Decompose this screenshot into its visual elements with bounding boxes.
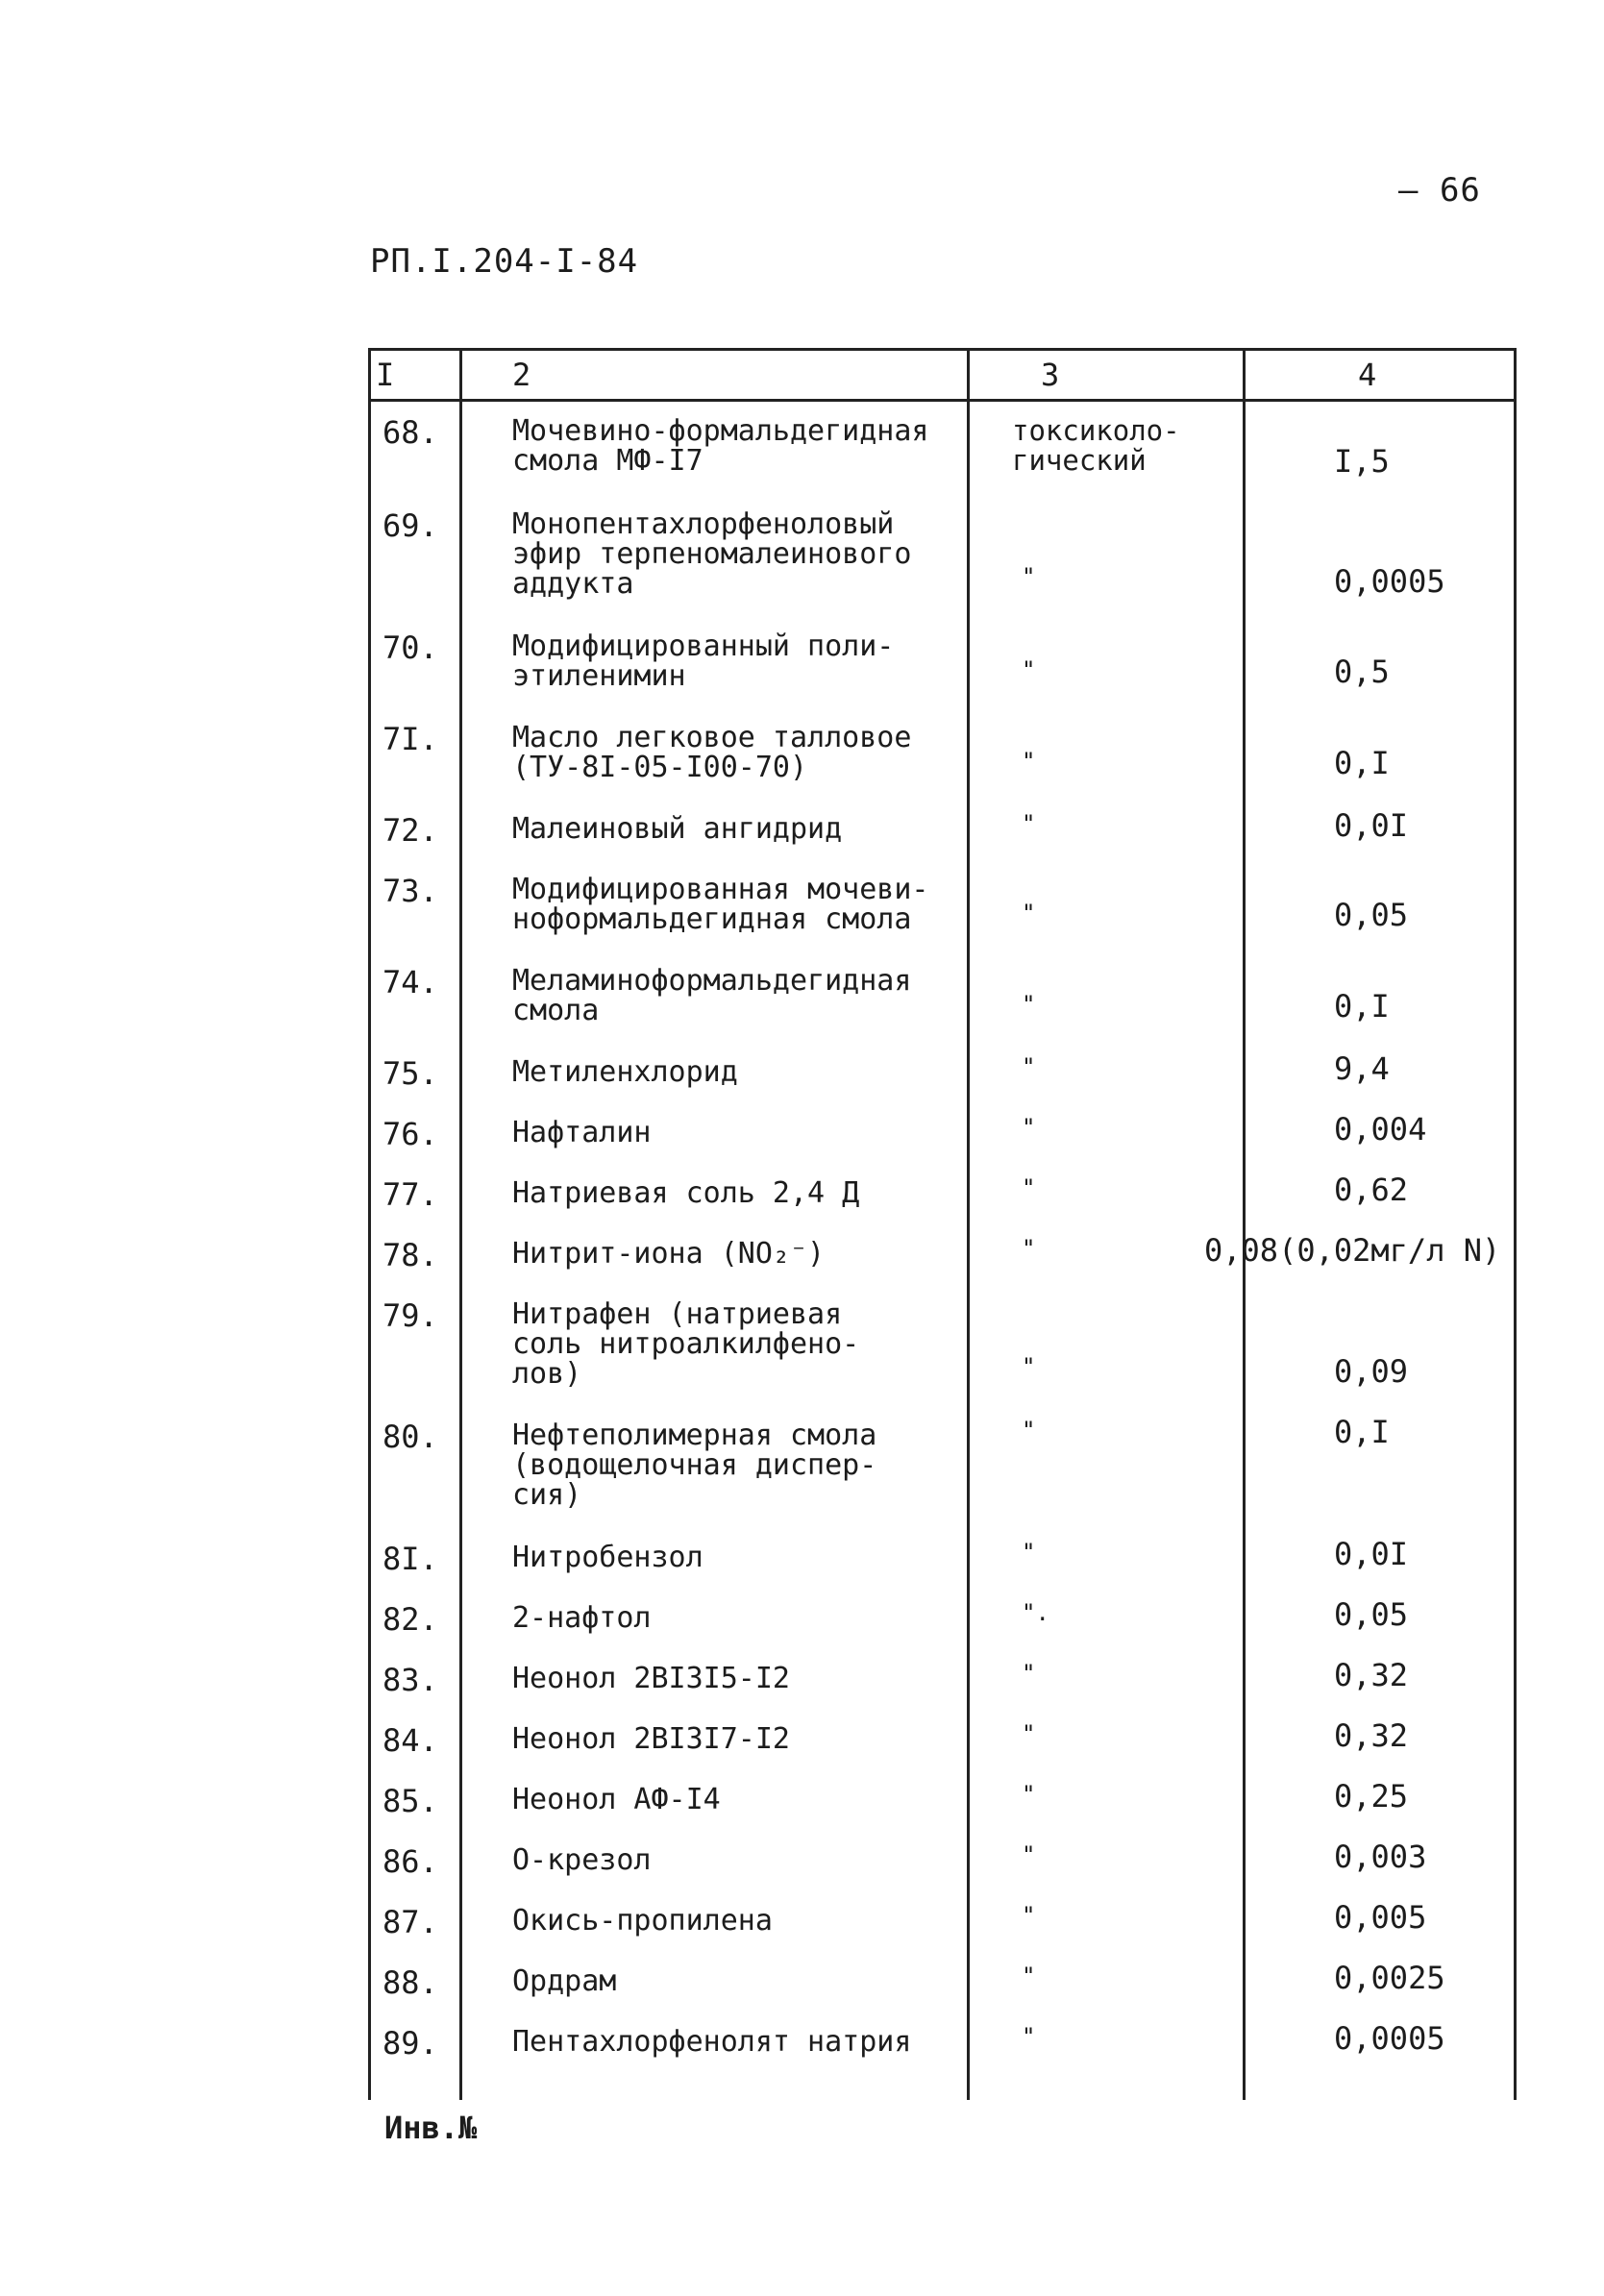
table-border-right: [1514, 351, 1517, 2100]
row-number: 80.: [382, 1419, 438, 1455]
value: 0,32: [1334, 1657, 1409, 1693]
substance-name: Окись-пропилена: [512, 1904, 773, 1938]
substance-name: Нитрит-иона (NO₂⁻): [512, 1237, 826, 1271]
substance-name: Неонол 2ВI3I7-I2: [512, 1722, 790, 1756]
row-number: 86.: [382, 1843, 438, 1880]
row-number: 88.: [382, 1964, 438, 2001]
inventory-number-label: Инв.№: [384, 2110, 478, 2146]
row-number: 68.: [382, 414, 438, 451]
substance-name: Нефтеполимерная смола (водощелочная диспер- сия): [512, 1419, 877, 1512]
substance-name: Мочевино-формальдегидная смола МФ-I7: [512, 414, 929, 478]
value: 0,5: [1334, 654, 1390, 690]
ditto-mark: ": [1022, 656, 1036, 683]
ditto-mark: ": [1022, 1417, 1036, 1444]
substance-name: 2-нафтол: [512, 1601, 652, 1635]
substance-name: Модифицированная мочеви- ноформальдегидная смола: [512, 873, 929, 936]
substance-name: Монопентахлорфеноловый эфир терпеномалеинового аддукта: [512, 507, 912, 601]
row-number: 69.: [382, 507, 438, 544]
ditto-mark: ": [1022, 1053, 1036, 1080]
row-number: 8I.: [382, 1541, 438, 1577]
value: 0,08(0,02мг/л N): [1204, 1232, 1501, 1269]
value: 0,003: [1334, 1839, 1427, 1875]
value: 0,25: [1334, 1778, 1409, 1815]
row-number: 73.: [382, 873, 438, 909]
substance-name: Пентахлорфенолят натрия: [512, 2025, 912, 2059]
ditto-mark: ": [1022, 1660, 1036, 1687]
ditto-mark: ": [1022, 1720, 1036, 1747]
value: 0,0I: [1334, 807, 1409, 844]
substance-name: Неонол АФ-I4: [512, 1783, 721, 1816]
row-number: 7I.: [382, 721, 438, 757]
row-number: 83.: [382, 1662, 438, 1698]
value: 0,0025: [1334, 1960, 1445, 1996]
ditto-mark: ": [1022, 748, 1036, 775]
value: 0,004: [1334, 1111, 1427, 1148]
row-number: 78.: [382, 1237, 438, 1273]
value: 0,I: [1334, 1414, 1390, 1450]
header-divider: [368, 399, 1517, 402]
value: 0,005: [1334, 1899, 1427, 1936]
substance-name: Неонол 2ВI3I5-I2: [512, 1662, 790, 1695]
indicator: токсиколо- гический: [1012, 414, 1180, 477]
ditto-mark: ": [1022, 900, 1036, 926]
row-number: 76.: [382, 1116, 438, 1152]
substance-name: Меламиноформальдегидная смола: [512, 964, 912, 1027]
column-divider-2: [967, 351, 970, 2100]
ditto-mark: ": [1022, 1114, 1036, 1141]
value: 9,4: [1334, 1050, 1390, 1087]
value: 0,0I: [1334, 1536, 1409, 1572]
column-header-2: 2: [512, 357, 531, 393]
value: 0,05: [1334, 1596, 1409, 1633]
substance-name: Ордрам: [512, 1964, 617, 1998]
substance-name: Нитробензол: [512, 1541, 703, 1574]
page-number: – 66: [1398, 171, 1481, 210]
ditto-mark: ": [1022, 1539, 1036, 1566]
substances-table: [368, 348, 1517, 2100]
value: 0,0005: [1334, 563, 1445, 600]
ditto-mark: ": [1022, 1174, 1036, 1201]
ditto-mark: ": [1022, 810, 1036, 837]
substance-name: Малеиновый ангидрид: [512, 812, 843, 846]
row-number: 77.: [382, 1176, 438, 1213]
value: 0,0005: [1334, 2020, 1445, 2057]
value: I,5: [1334, 443, 1390, 480]
row-number: 89.: [382, 2025, 438, 2061]
ditto-mark: ": [1022, 2023, 1036, 2050]
substance-name: Метиленхлорид: [512, 1055, 738, 1089]
ditto-mark: ": [1022, 1841, 1036, 1868]
value: 0,I: [1334, 988, 1390, 1025]
substance-name: Натриевая соль 2,4 Д: [512, 1176, 860, 1210]
row-number: 72.: [382, 812, 438, 849]
value: 0,I: [1334, 745, 1390, 781]
substance-name: Модифицированный поли- этиленимин: [512, 630, 895, 693]
row-number: 70.: [382, 630, 438, 666]
document-code: РП.I.204-I-84: [370, 242, 639, 281]
column-header-4: 4: [1358, 357, 1377, 393]
ditto-mark: ": [1022, 1353, 1036, 1380]
value: 0,62: [1334, 1172, 1409, 1208]
table-border-left: [368, 351, 371, 2100]
row-number: 74.: [382, 964, 438, 1000]
row-number: 79.: [382, 1297, 438, 1334]
ditto-mark: ": [1022, 991, 1036, 1018]
substance-name: Нитрафен (натриевая соль нитроалкилфено- лов): [512, 1297, 860, 1391]
ditto-mark: ": [1022, 1963, 1036, 1989]
column-divider-1: [459, 351, 462, 2100]
ditto-mark: ": [1022, 1781, 1036, 1808]
ditto-mark: ": [1022, 1235, 1036, 1262]
row-number: 84.: [382, 1722, 438, 1759]
value: 0,05: [1334, 897, 1409, 933]
substance-name: Нафталин: [512, 1116, 652, 1149]
value: 0,09: [1334, 1353, 1409, 1390]
substance-name: О-крезол: [512, 1843, 652, 1877]
value: 0,32: [1334, 1717, 1409, 1754]
ditto-mark: ".: [1022, 1599, 1049, 1626]
column-divider-3: [1243, 351, 1246, 2100]
column-header-1: I: [376, 357, 395, 393]
ditto-mark: ": [1022, 563, 1036, 590]
ditto-mark: ": [1022, 1902, 1036, 1929]
row-number: 87.: [382, 1904, 438, 1940]
row-number: 82.: [382, 1601, 438, 1638]
substance-name: Масло легковое талловое (ТУ-8I-05-I00-70): [512, 721, 912, 784]
row-number: 85.: [382, 1783, 438, 1819]
row-number: 75.: [382, 1055, 438, 1092]
column-header-3: 3: [1041, 357, 1060, 393]
